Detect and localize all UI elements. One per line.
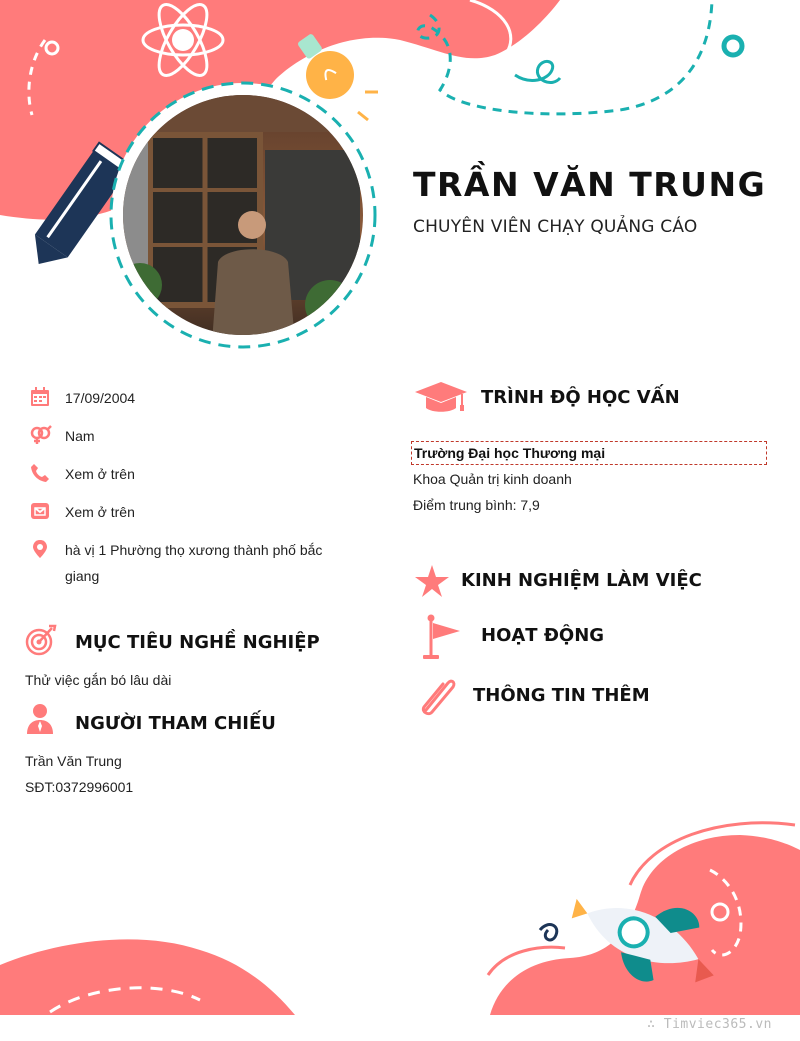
gender-text: Nam <box>65 428 95 444</box>
calendar-icon <box>30 387 50 407</box>
experience-title: KINH NGHIỆM LÀM VIỆC <box>461 570 702 591</box>
email-icon <box>30 501 50 521</box>
extra-info-title: THÔNG TIN THÊM <box>473 685 650 706</box>
address-text: hà vị 1 Phường thọ xương thành phố bắc giang <box>65 542 323 584</box>
location-icon <box>30 539 50 559</box>
education-title: TRÌNH ĐỘ HỌC VẤN <box>481 387 680 408</box>
objective-text: Thử việc gắn bó lâu dài <box>25 672 172 688</box>
email-row <box>30 501 370 523</box>
birthday-text: 17/09/2004 <box>65 390 136 406</box>
candidate-name: TRẦN VĂN TRUNG <box>413 165 767 204</box>
watermark: ∴ Timviec365.vn <box>647 1017 772 1032</box>
phone-text: Xem ở trên <box>65 466 135 482</box>
school-name: Trường Đại học Thương mại <box>414 445 606 461</box>
gender-row <box>30 425 370 447</box>
job-position: CHUYÊN VIÊN CHẠY QUẢNG CÁO <box>413 217 698 237</box>
reference-title: NGƯỜI THAM CHIẾU <box>75 713 276 734</box>
reference-name: Trần Văn Trung <box>25 753 122 769</box>
phone-icon <box>30 463 50 483</box>
phone-row <box>30 463 370 485</box>
gpa-text: Điểm trung bình: 7,9 <box>413 497 540 513</box>
gender-icon <box>30 425 52 445</box>
birthday-row <box>30 387 370 409</box>
faculty-text: Khoa Quản trị kinh doanh <box>413 471 572 487</box>
paperclip-icon <box>416 674 458 716</box>
flag-icon <box>420 614 462 660</box>
activities-title: HOẠT ĐỘNG <box>481 625 605 646</box>
person-icon <box>25 702 55 734</box>
reference-phone: SĐT:0372996001 <box>25 779 134 795</box>
email-text: Xem ở trên <box>65 504 135 520</box>
target-icon <box>25 624 57 656</box>
objective-title: MỤC TIÊU NGHỀ NGHIỆP <box>75 632 320 653</box>
address-row <box>30 539 370 591</box>
star-icon <box>414 564 450 598</box>
graduation-cap-icon <box>414 380 468 414</box>
